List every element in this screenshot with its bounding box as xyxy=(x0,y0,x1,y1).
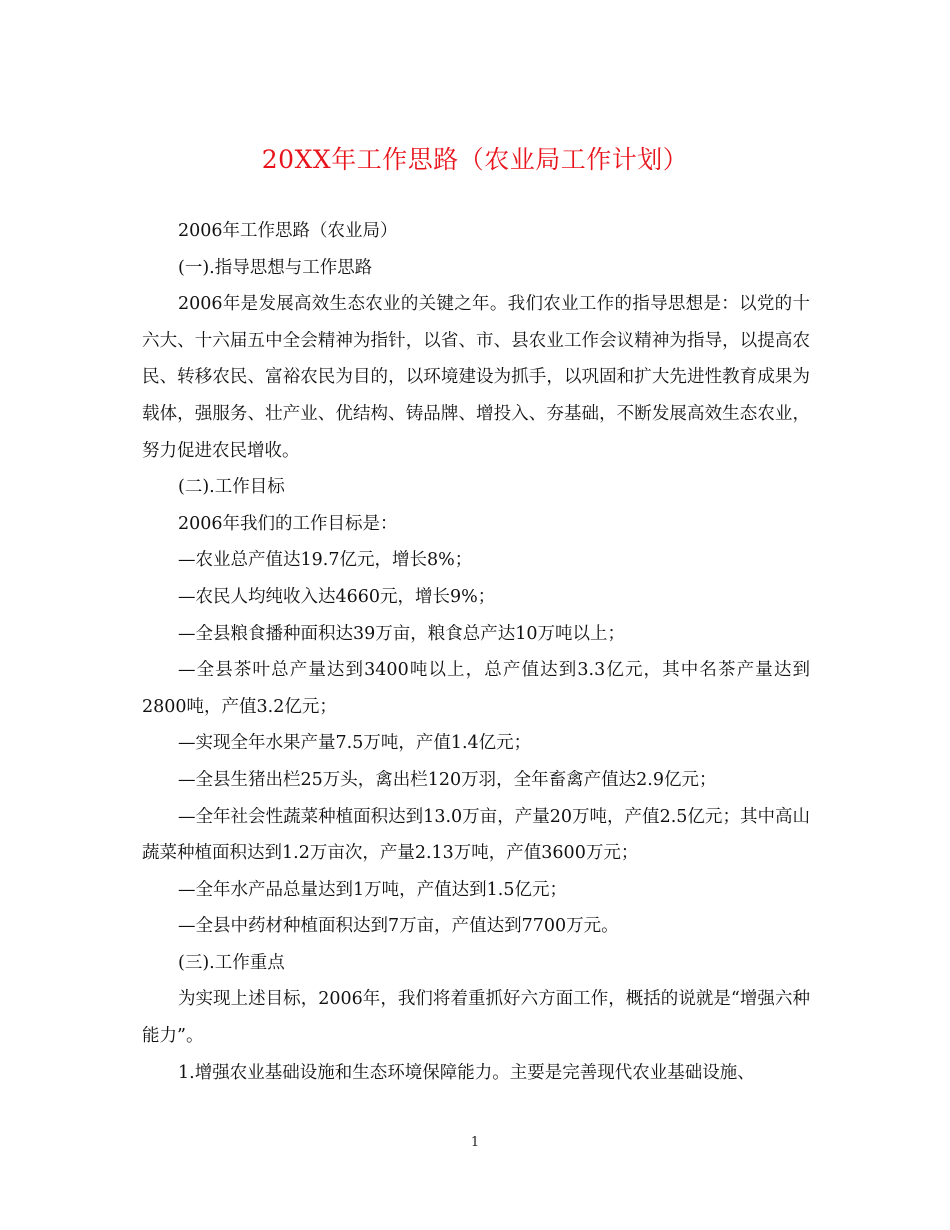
document-body xyxy=(142,213,810,1091)
goal-item: —农业总产值达19.7亿元，增长8%； xyxy=(178,550,473,571)
goal-item: —全年水产品总量达到1万吨，产值达到1.5亿元； xyxy=(178,879,567,900)
goal-item: —全县中药材种植面积达到7万亩，产值达到7700万元。 xyxy=(178,916,619,937)
paragraph-goals-intro: 2006年我们的工作目标是： xyxy=(178,513,398,534)
goal-item: —农民人均纯收入达4660元，增长9%； xyxy=(178,586,496,607)
goal-item: —全县茶叶总产量达到3400吨以上，总产值达到3.3亿元，其中名茶产量达到2800吨，产值3.2亿元； xyxy=(142,660,810,717)
section-heading-1: (一).指导思想与工作思路 xyxy=(178,257,373,278)
goal-item: —全县粮食播种面积达39万亩，粮食总产达10万吨以上； xyxy=(178,623,626,644)
paragraph-focus-intro: 为实现上述目标，2006年，我们将着重抓好六方面工作，概括的说就是“增强六种能力”。 xyxy=(142,989,810,1047)
section-heading-3: (三).工作重点 xyxy=(178,952,285,973)
paragraph-heading-plan: 2006年工作思路（农业局） xyxy=(178,221,398,241)
page-number: 1 xyxy=(470,1135,480,1150)
paragraph-focus-1: 1.增强农业基础设施和生态环境保障能力。主要是完善现代农业基础设施、 xyxy=(178,1062,755,1083)
goal-item: —全年社会性蔬菜种植面积达到13.0万亩，产量20万吨，产值2.5亿元；其中高山蔬菜种植面积达到1.2万亩次，产量2.13万吨，产值3600万元； xyxy=(142,806,810,864)
document-title: 20XX年工作思路（农业局工作计划） xyxy=(261,145,689,174)
goal-item: —全县生猪出栏25万头，禽出栏120万羽，全年畜禽产值达2.9亿元； xyxy=(178,769,717,790)
section-heading-2: (二).工作目标 xyxy=(178,477,285,498)
goal-item: —实现全年水果产量7.5万吨，产值1.4亿元； xyxy=(178,733,532,754)
paragraph-guiding-thought: 2006年是发展高效生态农业的关键之年。我们农业工作的指导思想是：以党的十六大、十六届五中全会精神为指针，以省、市、县农业工作会议精神为指导，以提高农民、转移农民、富裕农民为目的，以环境建设为抓手，以巩固和扩大先进性教育成果为载体，强服务、壮产业、优结构、铸品牌、增投入、夯基础，不断发展高效生态农业，努力促进农民增收。 xyxy=(142,294,810,461)
